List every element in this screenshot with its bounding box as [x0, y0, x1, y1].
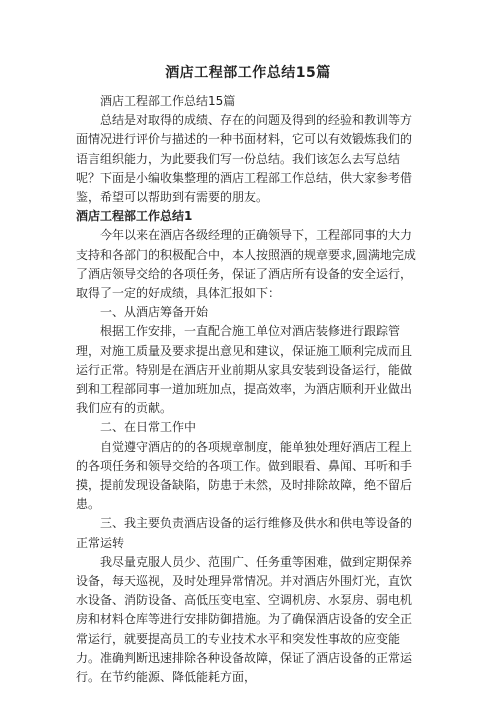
body-paragraph-1: 今年以来在酒店各级经理的正确领导下，工程部同事的大力支持和各部门的积极配合中，本人按照酒的规章要求,圆满地完成了酒店领导交给的各项任务，保证了酒店所有设备的安全运行，取得了一定的好成绩，具体汇报如下： — [76, 228, 416, 301]
subheading-1: 一、从酒店筹备开始 — [100, 305, 209, 320]
subheading-2: 二、在日常工作中 — [100, 420, 197, 435]
body-paragraph-2: 根据工作安排，一直配合施工单位对酒店装修进行跟踪管理，对施工质量及要求提出意见和建议，保证施工顺利完成而且运行正常。特别是在酒店开业前期从家具安装到设备运行，能做到和工程部同事一道加班加点，提高效率，为酒店顺利开业做出我们应有的贡献。 — [76, 324, 413, 416]
subtitle-paragraph: 酒店工程部工作总结15篇 — [100, 94, 236, 108]
document-body — [76, 92, 422, 687]
intro-paragraph: 总结是对取得的成绩、存在的问题及得到的经验和教训等方面情况进行评价与描述的一种书面材料，它可以有效锻炼我们的语言组织能力，为此要我们写一份总结。我们该怎么去写总结呢？下面是小编收集整理的酒店工程部工作总结，供大家参考借鉴，希望可以帮助到有需要的朋友。 — [76, 113, 413, 205]
document-title: 酒店工程部工作总结15篇 — [165, 65, 331, 81]
body-paragraph-4: 我尽量克服人员少、范围广、任务重等困难，做到定期保养设备，每天巡视，及时处理异常情况。并对酒店外围灯光，直饮水设备、消防设备、高低压变电室、空调机房、水泵房、弱电机房和材料仓库等进行安排防御措施。为了确保酒店设备的安全正常运行，就要提高员工的专业技术水平和突发性事故的应变能力。准确判断迅速排除各种设备故障，保证了酒店设备的正常运行。在节约能源、降低能耗方面， — [76, 554, 413, 685]
subheading-3: 三、我主要负责酒店设备的运行维修及供水和供电等设备的正常运转 — [76, 516, 413, 550]
section-heading: 酒店工程部工作总结1 — [76, 209, 193, 224]
body-paragraph-3: 自觉遵守酒店的的各项规章制度，能单独处理好酒店工程上的各项任务和领导交给的各项工作。做到眼看、鼻闻、耳听和手摸，提前发现设备缺陷，防患于未然，及时排除故障，绝不留后患。 — [76, 439, 413, 512]
